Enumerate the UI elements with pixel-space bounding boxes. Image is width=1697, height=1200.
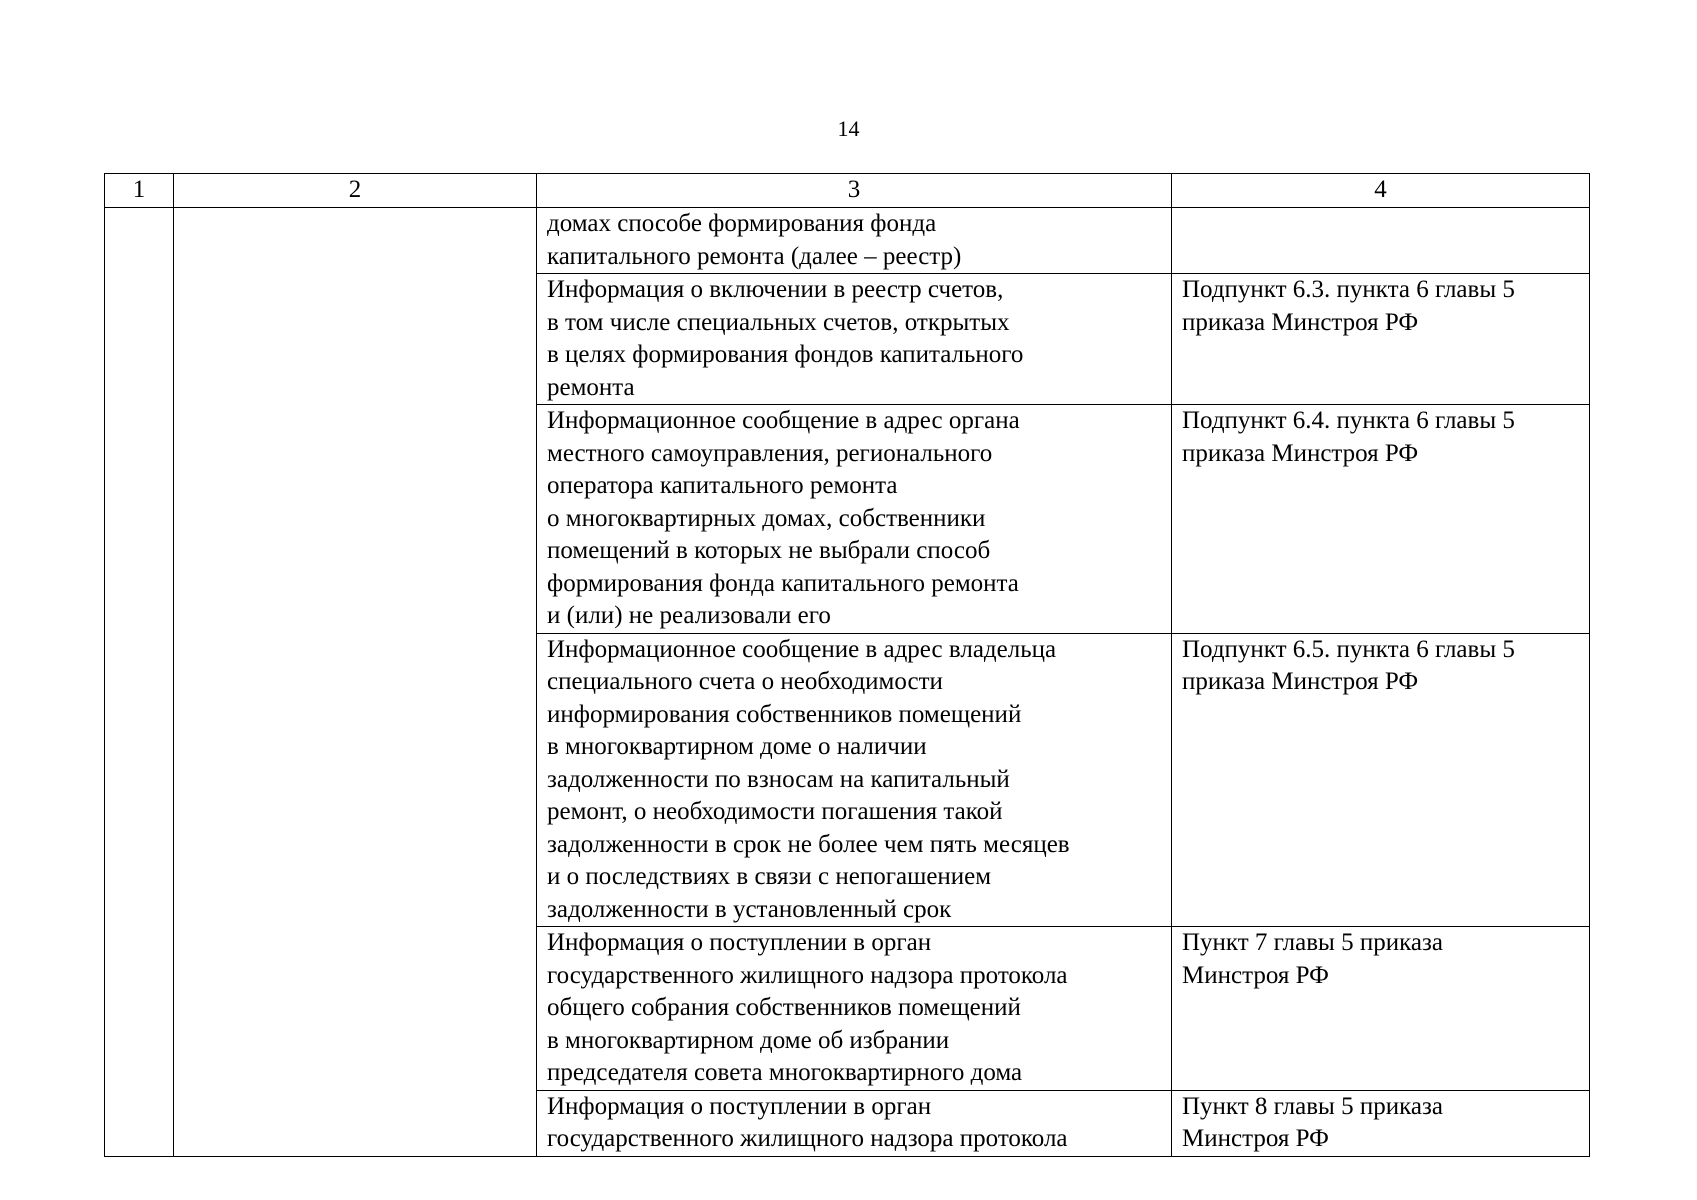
cell-text: Информация о включении в реестр счетов, в том числе специальных счетов, открытых в целях формирования фондов капитального ремонта xyxy=(547,276,1024,401)
table-cell-col1 xyxy=(105,208,174,1157)
table-cell-col3 xyxy=(537,927,1172,1091)
column-header-1: 1 xyxy=(105,174,174,208)
table-cell-col3 xyxy=(537,208,1172,274)
table-cell-col4 xyxy=(1172,1090,1590,1156)
table-cell-col3 xyxy=(537,1090,1172,1156)
table-header-row xyxy=(105,174,1590,208)
cell-text: Информация о поступлении в орган государственного жилищного надзора протокола общего собрания собственников помещений в многоквартирном доме об избрании председателя совета многоквартирного дома xyxy=(547,929,1068,1086)
table-cell-col3 xyxy=(537,405,1172,634)
table-cell-col4 xyxy=(1172,208,1590,274)
page-number: 14 xyxy=(837,116,860,141)
table-cell-col4 xyxy=(1172,633,1590,927)
table-cell-col2 xyxy=(174,208,537,1157)
table-cell-col3 xyxy=(537,633,1172,927)
cell-text: Пункт 8 главы 5 приказа Минстроя РФ xyxy=(1182,1092,1443,1152)
column-header-4: 4 xyxy=(1172,174,1590,208)
cell-text: Подпункт 6.5. пункта 6 главы 5 приказа Минстроя РФ xyxy=(1182,635,1515,695)
column-header-3: 3 xyxy=(537,174,1172,208)
cell-text: домах способе формирования фонда капитального ремонта (далее – реестр) xyxy=(547,210,962,270)
table-row xyxy=(105,208,1590,274)
cell-text: Пункт 7 главы 5 приказа Минстроя РФ xyxy=(1182,929,1443,989)
cell-text: Подпункт 6.3. пункта 6 главы 5 приказа Минстроя РФ xyxy=(1182,276,1515,336)
cell-text: Информационное сообщение в адрес органа местного самоуправления, регионального оператора капитального ремонта о многоквартирных домах, собственники помещений в которых не выбрали способ формирования фонда капитального ремонта и (или) не реализовали его xyxy=(547,407,1020,629)
table-cell-col4 xyxy=(1172,927,1590,1091)
cell-text: Информационное сообщение в адрес владельца специального счета о необходимости информирования собственников помещений в многоквартирном доме о наличии задолженности по взносам на капитальный ремонт, о необходимости погашения такой задолженности в срок не более чем пять месяцев и о последствиях в связи с непогашением задолженности в установленный срок xyxy=(547,635,1070,923)
table-cell-col4 xyxy=(1172,405,1590,634)
cell-text: Подпункт 6.4. пункта 6 главы 5 приказа Минстроя РФ xyxy=(1182,407,1515,467)
table-cell-col3 xyxy=(537,274,1172,405)
cell-text: Информация о поступлении в орган государственного жилищного надзора протокола xyxy=(547,1092,1068,1152)
column-header-2: 2 xyxy=(174,174,537,208)
table-cell-col4 xyxy=(1172,274,1590,405)
document-table xyxy=(104,173,1590,1157)
